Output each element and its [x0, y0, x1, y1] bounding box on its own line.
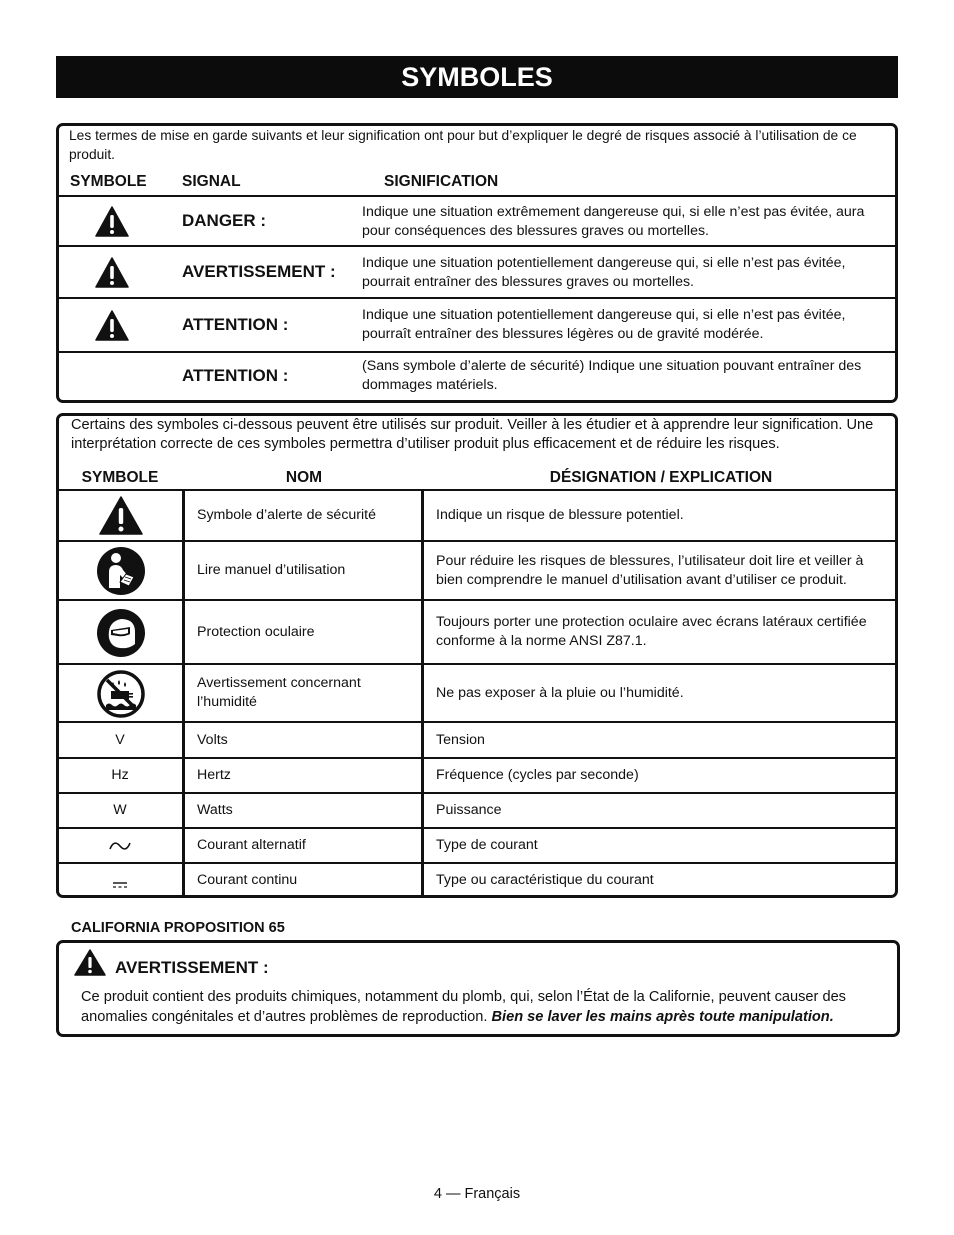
- signal-intro-text: Les termes de mise en garde suivants et leur signification ont pour but d’expliquer le degré de risques associé à l’utilisation de ce produit.: [69, 128, 857, 162]
- eye-protection-icon: [95, 607, 147, 659]
- symbols-header-name: NOM: [285, 469, 323, 486]
- prop65-heading: CALIFORNIA PROPOSITION 65: [71, 920, 285, 936]
- signal-meaning: Indique une situation extrêmement dangereuse qui, si elle n’est pas évitée, aura pour conséquences des blessures graves ou mortelles.: [362, 204, 865, 239]
- alternating-current-icon: [56, 829, 184, 862]
- symbol-designation: Ne pas exposer à la pluie ou l’humidité.: [436, 684, 684, 701]
- signal-meaning: (Sans symbole d’alerte de sécurité) Indique une situation pouvant entraîner des dommages matériels.: [362, 358, 862, 393]
- symbol-designation: Type ou caractéristique du courant: [436, 872, 654, 888]
- symbol-name: Avertissement concernant l’humidité: [197, 675, 361, 710]
- signal-meaning: Indique une situation potentiellement dangereuse qui, si elle n’est pas évitée, pourraît entraîner des blessures légères ou de gravité modérée.: [362, 307, 846, 342]
- divider: [56, 245, 898, 247]
- symbol-designation: Tension: [436, 731, 485, 748]
- prop65-warning-label: AVERTISSEMENT :: [115, 958, 269, 977]
- symbol-name: Courant alternatif: [197, 837, 306, 853]
- wet-conditions-icon: [96, 669, 146, 719]
- warning-triangle-icon: [73, 948, 107, 976]
- symbols-intro-text: Certains des symboles ci-dessous peuvent être utilisés sur produit. Veiller à les étudier et à apprendre leur signification. Une interprétation correcte de ces symboles permettra d’utiliser produit plus efficacement et de réduire les risques.: [71, 417, 874, 452]
- prop65-text-block: [81, 988, 893, 1027]
- signal-label-caution: ATTENTION :: [182, 315, 289, 334]
- divider: [56, 195, 898, 197]
- direct-current-icon: [56, 866, 184, 896]
- symbol-name: Watts: [197, 802, 233, 818]
- symbol-name: Volts: [197, 731, 228, 748]
- signal-label-danger: DANGER :: [182, 211, 267, 230]
- page-title: SYMBOLES: [56, 56, 898, 98]
- divider: [421, 489, 424, 896]
- symbol-designation: Indique un risque de blessure potentiel.: [436, 507, 684, 523]
- signal-label-warning: AVERTISSEMENT :: [182, 262, 336, 281]
- symbol-name: Protection oculaire: [197, 623, 315, 640]
- signal-header-signal: SIGNAL: [182, 173, 241, 190]
- prop65-emphasis: Bien se laver les mains après toute manipulation.: [491, 1008, 834, 1025]
- warning-triangle-icon: [98, 495, 144, 535]
- symbol-designation: Pour réduire les risques de blessures, l’utilisateur doit lire et veiller à bien comprendre le manuel d’utilisation avant d’utiliser ce produit.: [436, 552, 864, 588]
- symbol-watts: W: [113, 802, 127, 818]
- symbol-designation: Puissance: [436, 802, 502, 818]
- signal-header-meaning: SIGNIFICATION: [384, 173, 499, 190]
- page-footer: 4 — Français: [433, 1186, 521, 1202]
- signal-meaning: Indique une situation potentiellement dangereuse qui, si elle n’est pas évitée, pourrait entraîner des blessures graves ou mortelles.: [362, 255, 846, 290]
- symbol-volts: V: [115, 731, 125, 748]
- symbol-hertz: Hz: [111, 767, 129, 783]
- signal-header-symbol: SYMBOLE: [70, 173, 147, 190]
- symbol-designation: Toujours porter une protection oculaire avec écrans latéraux certifiée conforme à la norme ANSI Z87.1.: [436, 614, 867, 649]
- symbol-name: Symbole d’alerte de sécurité: [197, 507, 377, 523]
- symbols-header-designation: DÉSIGNATION / EXPLICATION: [549, 469, 773, 486]
- prop65-text: Ce produit contient des produits chimiques, notamment du plomb, qui, selon l’État de la Californie, peuvent causer des anomalies congénitales et d’autres problèmes de reproduction.: [81, 989, 846, 1025]
- warning-triangle-icon: [94, 205, 130, 237]
- symbols-header-symbol: SYMBOLE: [81, 469, 159, 486]
- signal-label-notice: ATTENTION :: [182, 366, 289, 385]
- symbol-designation: Fréquence (cycles par seconde): [436, 767, 639, 783]
- divider: [56, 351, 898, 353]
- divider: [56, 297, 898, 299]
- symbol-designation: Type de courant: [436, 837, 538, 853]
- warning-triangle-icon: [94, 256, 130, 288]
- read-manual-icon: [95, 545, 147, 597]
- symbol-name: Lire manuel d’utilisation: [197, 562, 346, 578]
- symbol-name: Hertz: [197, 767, 231, 783]
- symbol-name: Courant continu: [197, 872, 298, 888]
- warning-triangle-icon: [94, 309, 130, 341]
